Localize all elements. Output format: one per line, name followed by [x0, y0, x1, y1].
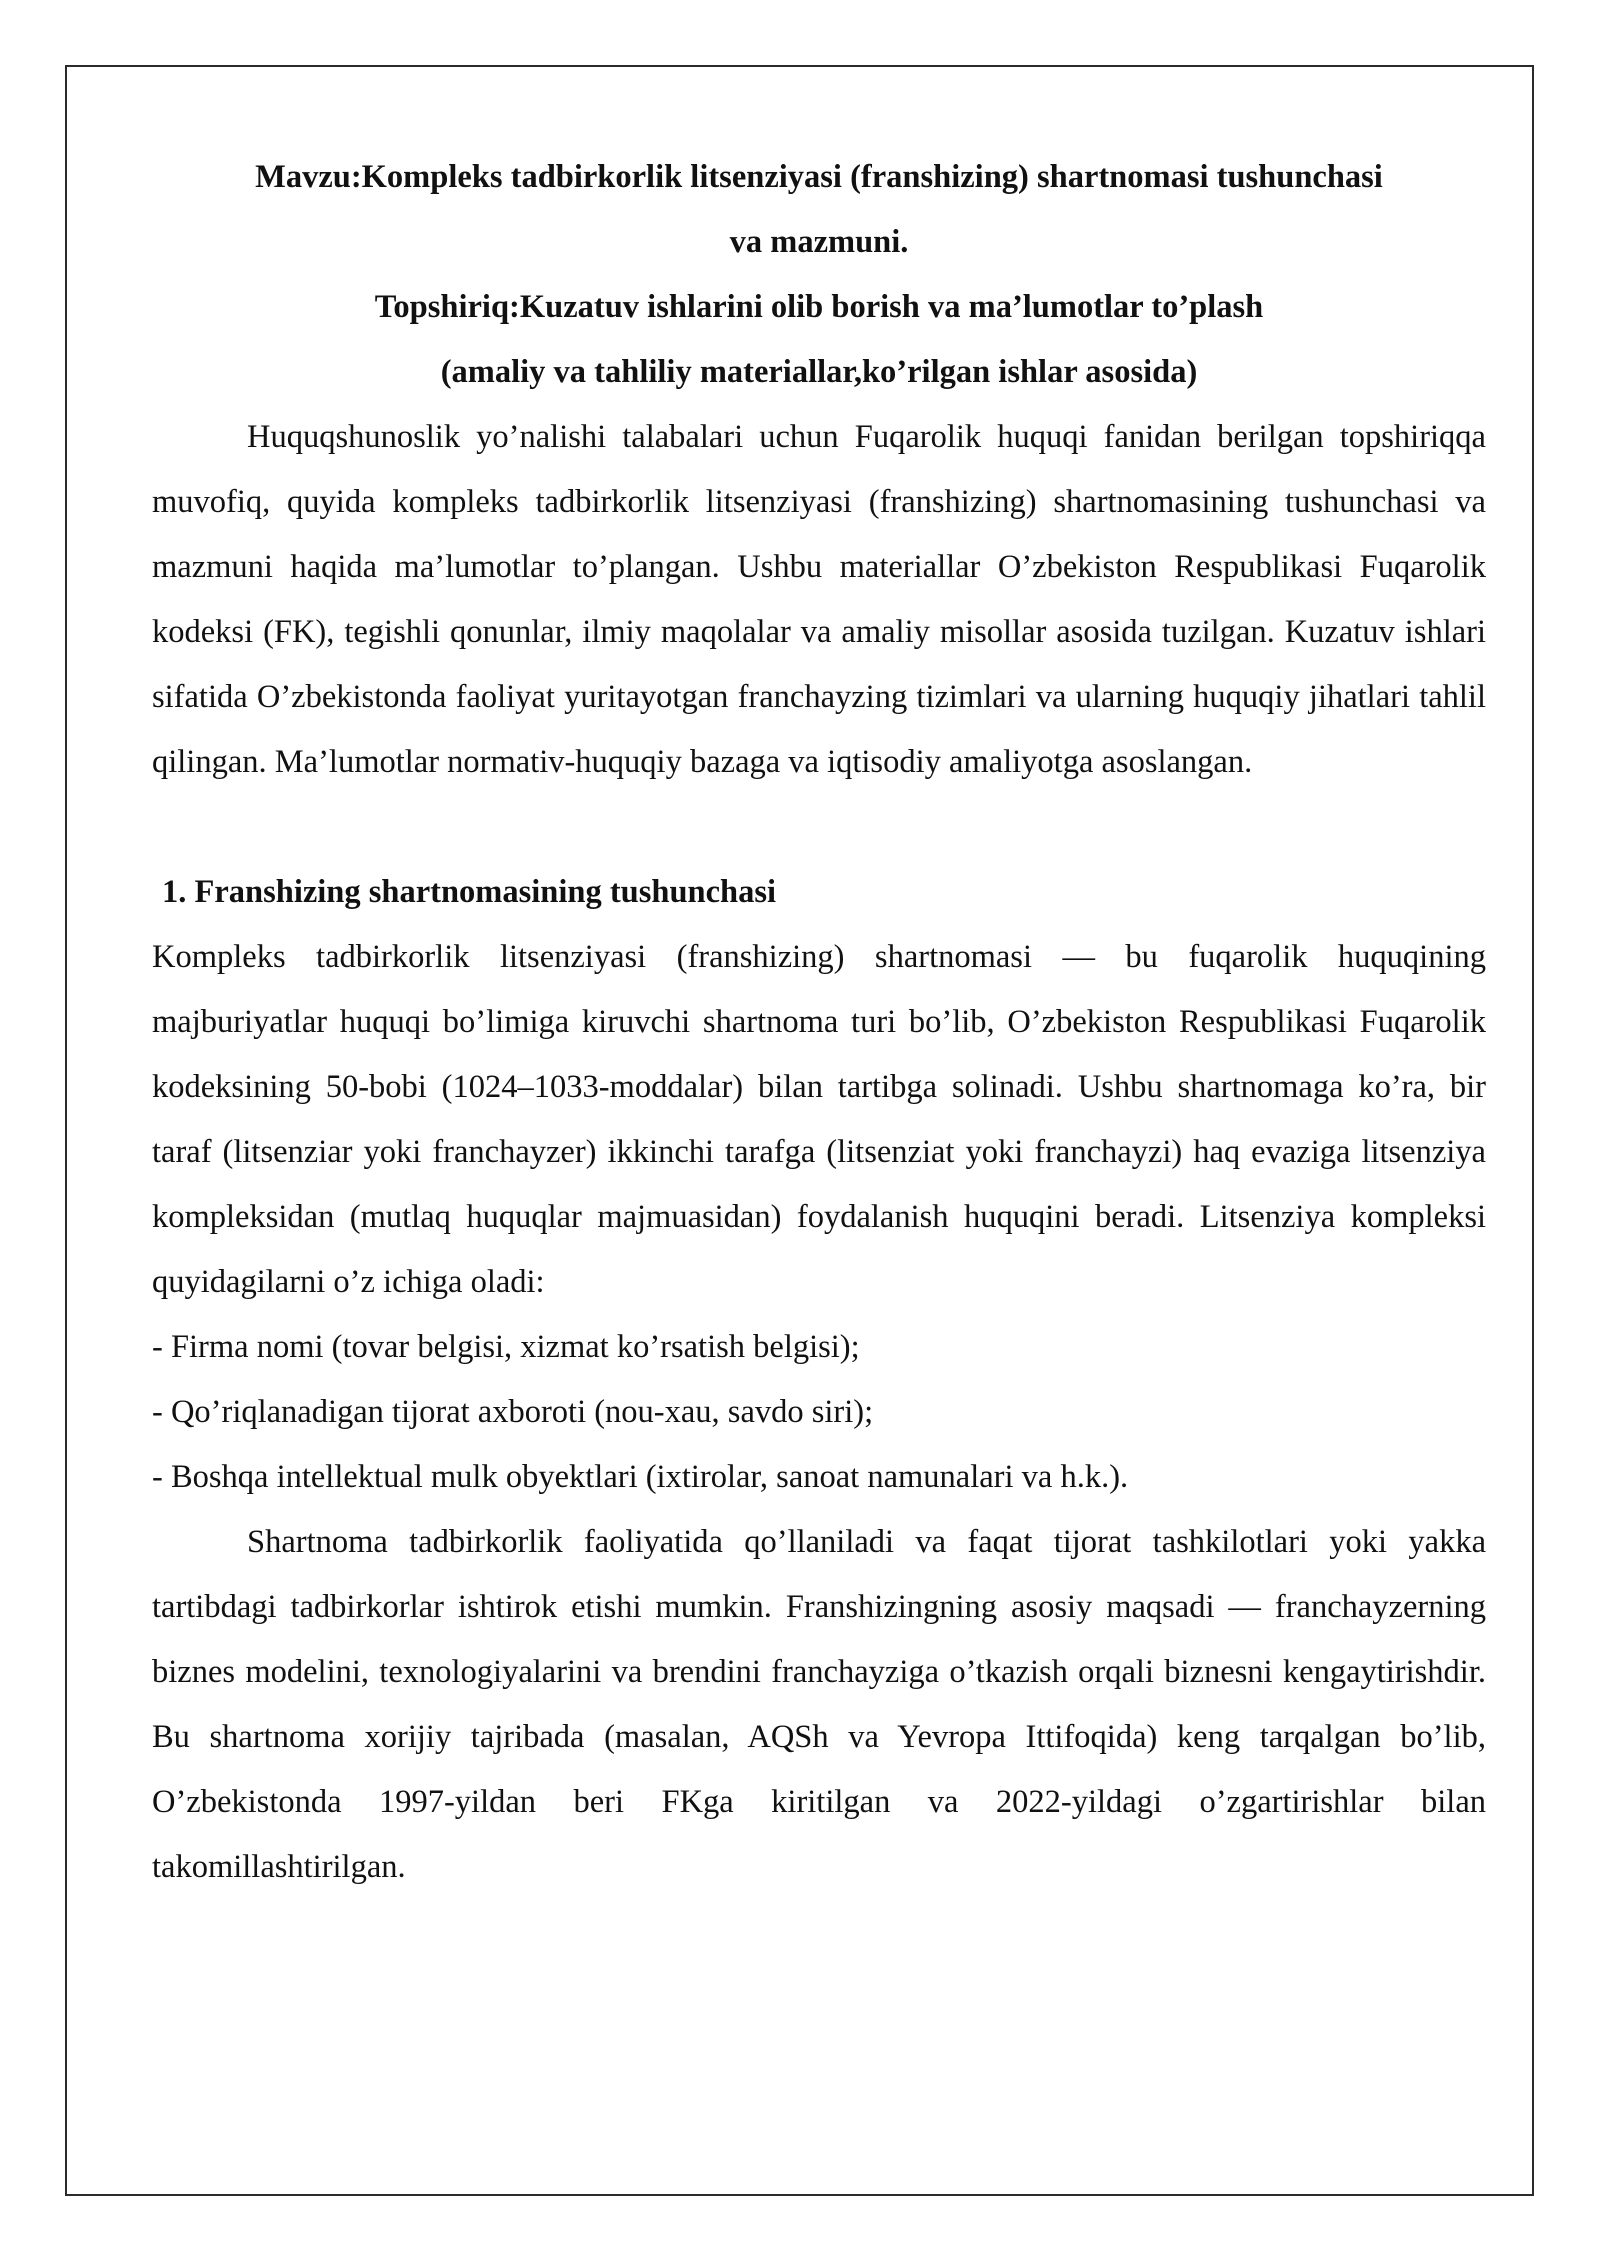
document-title — [152, 145, 1486, 405]
title-line-task-subtitle: (amaliy va tahliliy materiallar,ko’rilgan ishlar asosida) — [440, 354, 1198, 390]
section-1-paragraph-2: Shartnoma tadbirkorlik faoliyatida qo’llaniladi va faqat tijorat tashkilotlari yoki yakka tartibdagi tadbirkorlar ishtirok etishi mumkin. Franshizingning asosiy maqsadi — franchayzerning biznes modelini, texnologiyalarini va brendini franchayziga o’tkazish orqali biznesni kengaytirishdir. Bu shartnoma xorijiy tajribada (masalan, AQSh va Yevropa Ittifoqida) keng tarqalgan bo’lib, O’zbekistonda 1997-yildan beri FKga kiritilgan va 2022-yildagi o’zgartirishlar bilan takomillashtirilgan. — [152, 1524, 1486, 1885]
list-item: - Firma nomi (tovar belgisi, xizmat ko’rsatish belgisi); — [152, 1329, 860, 1365]
section-1-heading: 1. Franshizing shartnomasining tushunchasi — [162, 874, 777, 910]
section-1-paragraph-1: Kompleks tadbirkorlik litsenziyasi (franshizing) shartnomasi — bu fuqarolik huquqining majburiyatlar huquqi bo’limiga kiruvchi shartnoma turi bo’lib, O’zbekiston Respublikasi Fuqarolik kodeksining 50-bobi (1024–1033-moddalar) bilan tartibga solinadi. Ushbu shartnomaga ko’ra, bir taraf (litsenziar yoki franchayzer) ikkinchi tarafga (litsenziat yoki franchayzi) haq evaziga litsenziya kompleksidan (mutlaq huquqlar majmuasidan) foydalanish huquqini beradi. Litsenziya kompleksi quyidagilarni o’z ichiga oladi: — [152, 939, 1486, 1300]
list-item: - Boshqa intellektual mulk obyektlari (ixtirolar, sanoat namunalari va h.k.). — [152, 1459, 1129, 1495]
list-item: - Qo’riqlanadigan tijorat axboroti (nou-xau, savdo siri); — [152, 1394, 874, 1430]
title-line-topic-continued: va mazmuni. — [729, 224, 909, 260]
document-body — [152, 145, 1486, 1900]
title-line-topic: Mavzu:Kompleks tadbirkorlik litsenziyasi (franshizing) shartnomasi tushunchasi — [255, 159, 1383, 195]
blank-line — [152, 795, 1486, 860]
title-line-task: Topshiriq:Kuzatuv ishlarini olib borish va ma’lumotlar to’plash — [374, 289, 1264, 325]
license-complex-list — [152, 1315, 1486, 1510]
intro-paragraph: Huquqshunoslik yo’nalishi talabalari uchun Fuqarolik huquqi fanidan berilgan topshiriqqa muvofiq, quyida kompleks tadbirkorlik litsenziyasi (franshizing) shartnomasining tushunchasi va mazmuni haqida ma’lumotlar to’plangan. Ushbu materiallar O’zbekiston Respublikasi Fuqarolik kodeksi (FK), tegishli qonunlar, ilmiy maqolalar va amaliy misollar asosida tuzilgan. Kuzatuv ishlari sifatida O’zbekistonda faoliyat yuritayotgan franchayzing tizimlari va ularning huquqiy jihatlari tahlil qilingan. Ma’lumotlar normativ-huquqiy bazaga va iqtisodiy amaliyotga asoslangan. — [152, 419, 1486, 780]
